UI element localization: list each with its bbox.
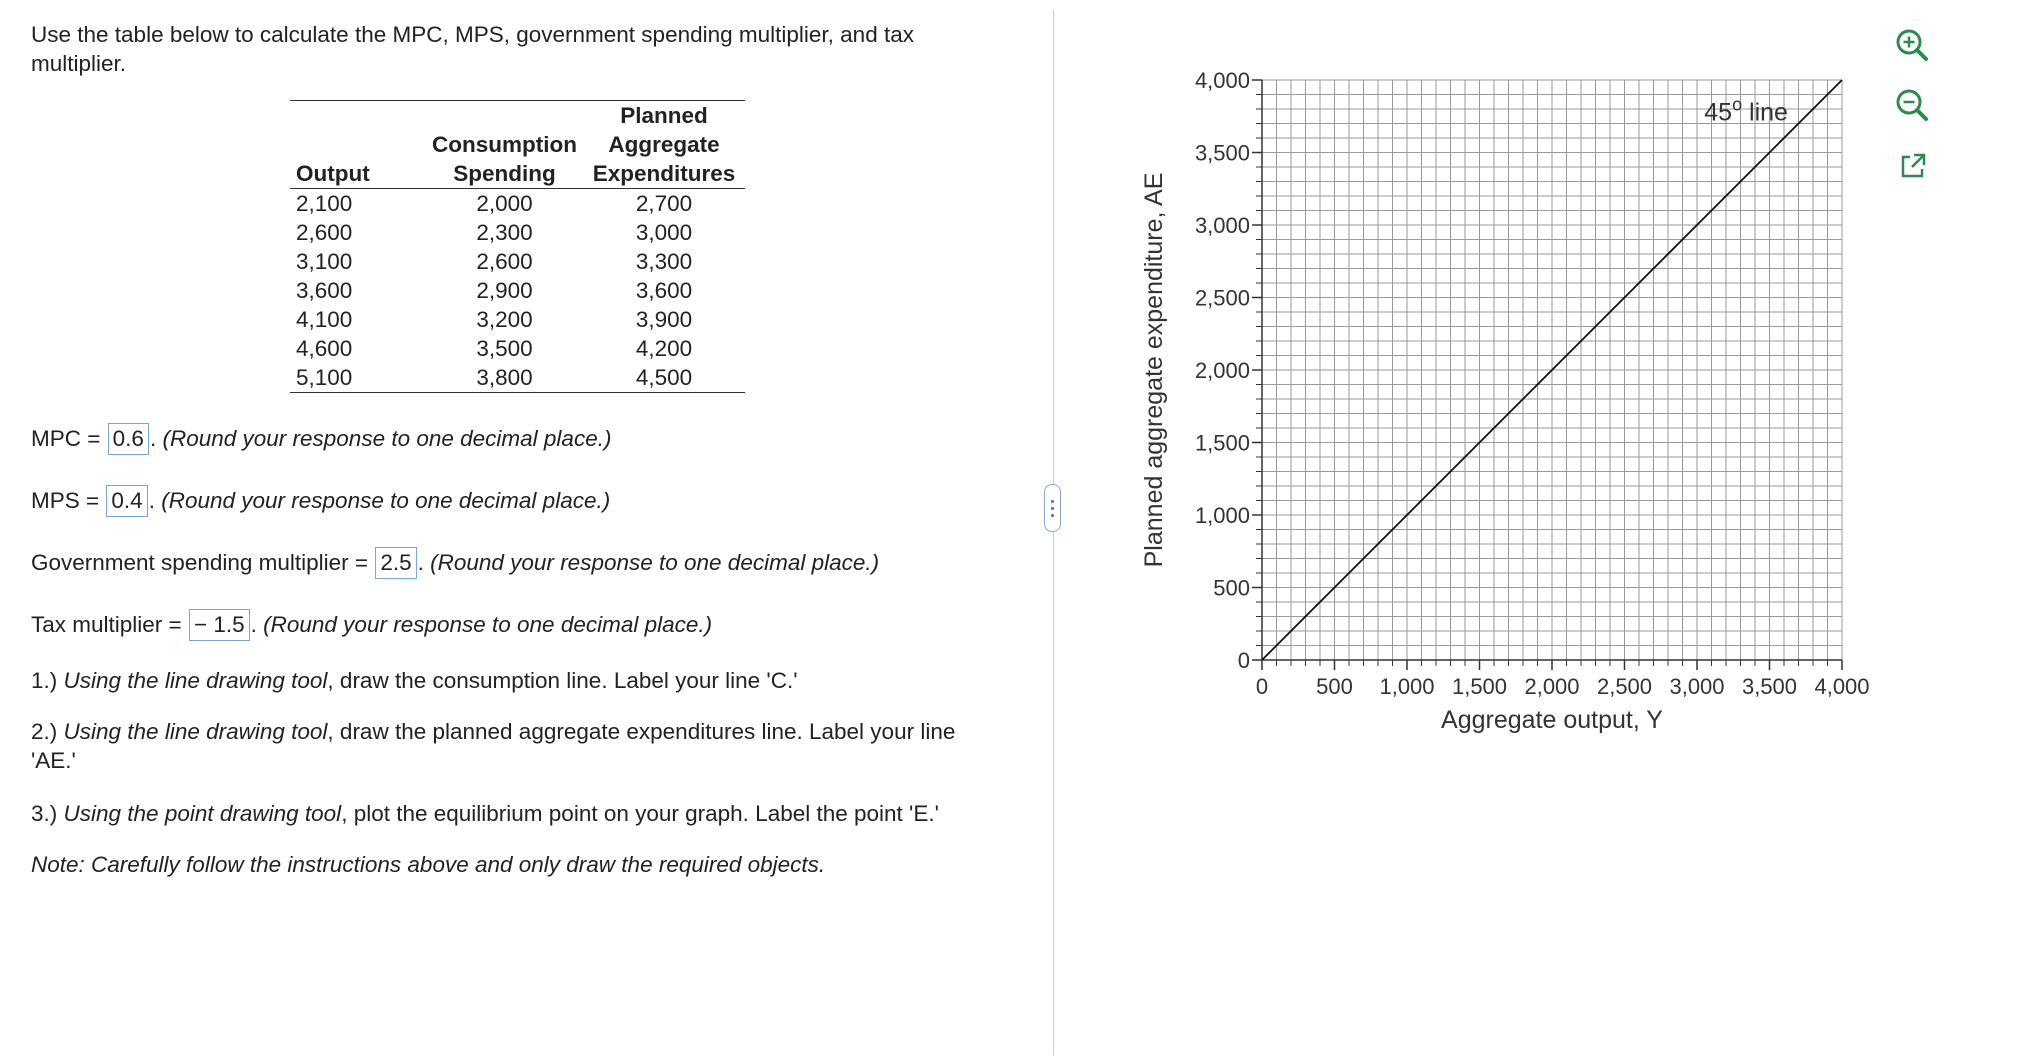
zoom-in-button[interactable] xyxy=(1890,23,1934,67)
header-output: Output xyxy=(296,161,370,186)
handle-dot xyxy=(1051,500,1054,503)
table-row xyxy=(290,276,745,305)
x-tick-label: 3,500 xyxy=(1741,674,1798,699)
handle-dot xyxy=(1051,507,1054,510)
y-tick-label: 0 xyxy=(1237,648,1250,673)
popout-button[interactable] xyxy=(1891,144,1935,188)
table-header-row xyxy=(290,101,745,189)
cell-output: 5,100 xyxy=(296,365,353,390)
y-tick-label: 2,500 xyxy=(1194,285,1250,311)
cell-planned-ae: 3,600 xyxy=(635,278,693,303)
cell-planned-ae: 3,300 xyxy=(635,249,693,274)
x-axis-label: Aggregate output, Y xyxy=(1441,706,1663,734)
cell-consumption: 2,300 xyxy=(476,220,533,245)
table-row xyxy=(290,218,745,247)
panel-divider xyxy=(1053,10,1054,1055)
external-link-icon xyxy=(1896,149,1930,183)
y-axis-label: Planned aggregate expenditure, AE xyxy=(1140,172,1168,568)
mpc-answer-box[interactable]: 0.6 xyxy=(108,423,149,455)
note: Note: Carefully follow the instructions above and only draw the required objects. xyxy=(31,852,826,877)
tax-multiplier-hint: (Round your response to one decimal place.) xyxy=(263,612,713,637)
cell-output: 2,600 xyxy=(296,220,353,245)
tax-multiplier-question: Tax multiplier = − 1.5 . (Round your response to one decimal place.) xyxy=(31,609,712,641)
x-tick-label: 1,000 xyxy=(1379,674,1435,699)
cell-consumption: 2,600 xyxy=(476,249,533,274)
cell-output: 4,100 xyxy=(296,307,353,332)
graph-ticks xyxy=(1195,68,1870,699)
cell-output: 3,100 xyxy=(296,249,353,274)
y-tick-label: 3,500 xyxy=(1194,140,1250,166)
cell-output: 3,600 xyxy=(296,278,353,303)
y-tick-label: 4,000 xyxy=(1194,68,1250,93)
header-consumption: Consumption Spending xyxy=(432,132,577,186)
table-row xyxy=(290,334,745,363)
table-row xyxy=(290,189,745,219)
x-tick-label: 3,000 xyxy=(1669,674,1725,699)
cell-planned-ae: 3,000 xyxy=(635,220,693,245)
data-table xyxy=(290,100,745,393)
cell-consumption: 3,200 xyxy=(476,307,533,332)
table-row xyxy=(290,363,745,393)
instruction-2: 2.) Using the line drawing tool, draw the planned aggregate expenditures line. Label your line 'AE.' xyxy=(31,719,956,773)
gov-multiplier-answer-box[interactable]: 2.5 xyxy=(375,547,416,579)
mpc-hint: (Round your response to one decimal place.) xyxy=(162,426,612,451)
handle-dot xyxy=(1051,514,1054,517)
gov-multiplier-label: Government spending multiplier = xyxy=(31,550,369,575)
instruction-3: 3.) Using the point drawing tool, plot the equilibrium point on your graph. Label the point 'E.' xyxy=(31,801,939,826)
instruction-1: 1.) Using the line drawing tool, draw the consumption line. Label your line 'C.' xyxy=(31,668,798,693)
mps-question: MPS = 0.4 . (Round your response to one decimal place.) xyxy=(31,485,610,517)
cell-planned-ae: 4,500 xyxy=(635,365,693,390)
cell-output: 2,100 xyxy=(296,191,353,216)
tax-multiplier-answer-box[interactable]: − 1.5 xyxy=(189,609,250,641)
table-row xyxy=(290,247,745,276)
zoom-in-icon xyxy=(1893,26,1931,64)
header-planned-ae: Planned Aggregate Expenditures xyxy=(592,103,736,186)
table-row xyxy=(290,305,745,334)
panel-resize-handle[interactable] xyxy=(1044,484,1061,532)
question-intro: Use the table below to calculate the MPC, MPS, government spending multiplier, and tax multiplier. xyxy=(31,22,914,76)
gov-multiplier-question: Government spending multiplier = 2.5 . (Round your response to one decimal place.) xyxy=(31,547,879,579)
y-tick-label: 500 xyxy=(1213,575,1250,601)
x-tick-label: 500 xyxy=(1316,674,1353,699)
mpc-label: MPC = xyxy=(31,426,101,451)
graph-area[interactable] xyxy=(1130,60,1880,740)
cell-planned-ae: 4,200 xyxy=(635,336,693,361)
cell-planned-ae: 3,900 xyxy=(635,307,693,332)
x-tick-label: 1,500 xyxy=(1451,674,1508,699)
y-tick-label: 2,000 xyxy=(1194,358,1250,383)
x-tick-label: 4,000 xyxy=(1814,674,1870,699)
y-tick-label: 3,000 xyxy=(1194,213,1250,238)
x-tick-label: 2,500 xyxy=(1596,674,1653,699)
mps-answer-box[interactable]: 0.4 xyxy=(106,485,147,517)
gov-multiplier-hint: (Round your response to one decimal place.) xyxy=(430,550,880,575)
zoom-out-button[interactable] xyxy=(1890,83,1934,127)
y-tick-label: 1,500 xyxy=(1194,430,1250,456)
mps-hint: (Round your response to one decimal place.) xyxy=(161,488,611,513)
cell-consumption: 2,900 xyxy=(476,278,533,303)
tax-multiplier-label: Tax multiplier = xyxy=(31,612,182,637)
mpc-question: MPC = 0.6 . (Round your response to one decimal place.) xyxy=(31,423,611,455)
zoom-out-icon xyxy=(1893,86,1931,124)
cell-planned-ae: 2,700 xyxy=(635,191,693,216)
y-tick-label: 1,000 xyxy=(1194,503,1250,528)
mps-label: MPS = xyxy=(31,488,100,513)
45-degree-line-label: 45$^o$ line xyxy=(1704,94,1788,127)
question-panel xyxy=(31,20,1031,877)
x-tick-label: 0 xyxy=(1255,674,1269,699)
cell-consumption: 2,000 xyxy=(476,191,533,216)
cell-output: 4,600 xyxy=(296,336,353,361)
cell-consumption: 3,500 xyxy=(476,336,533,361)
x-tick-label: 2,000 xyxy=(1524,674,1580,699)
cell-consumption: 3,800 xyxy=(476,365,533,390)
